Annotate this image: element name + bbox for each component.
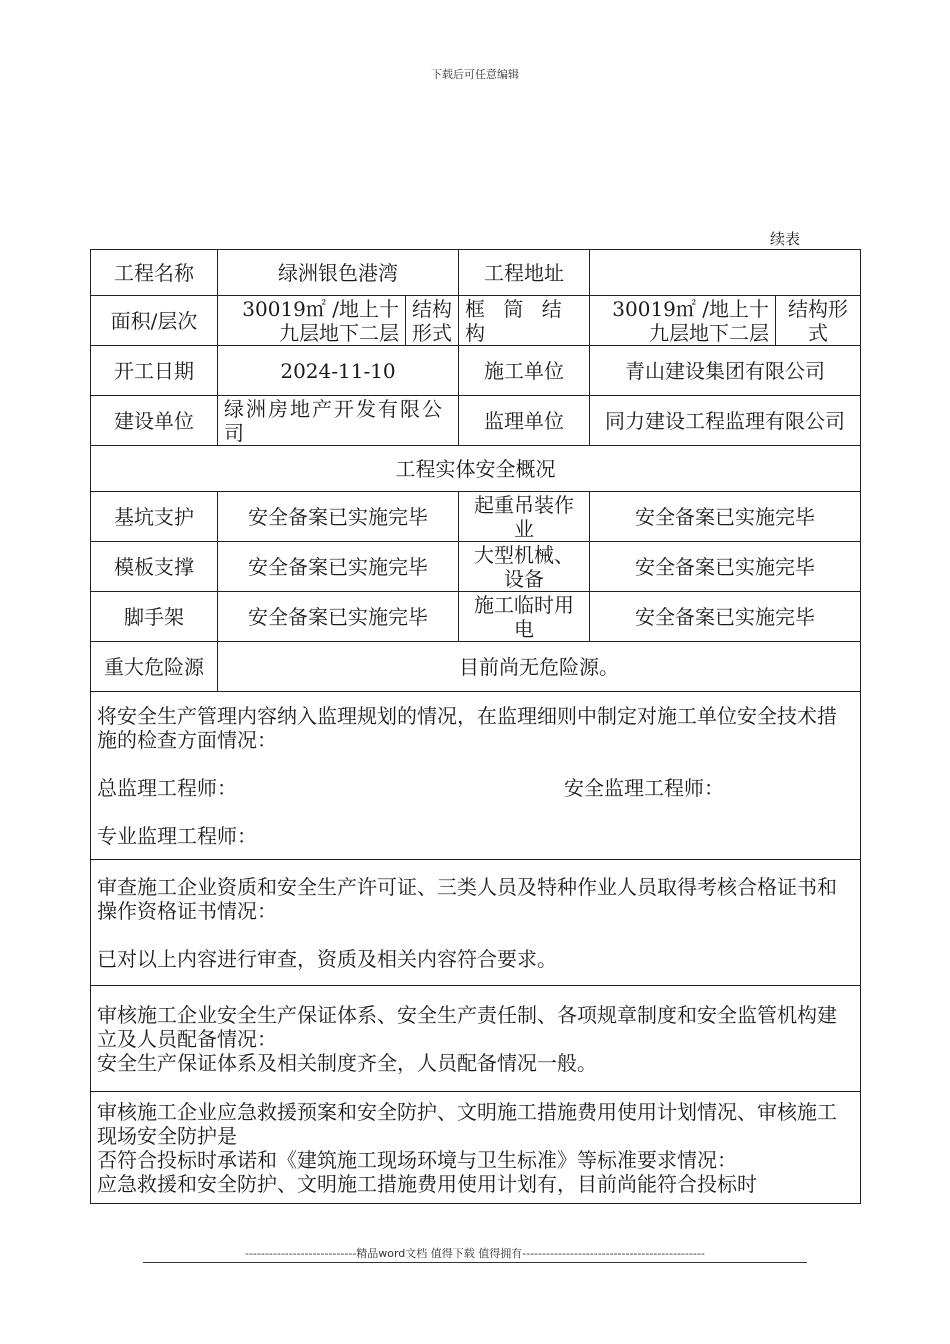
project-name-label: 工程名称: [91, 250, 218, 296]
safety-engineer-label: 安全监理工程师：: [564, 775, 724, 800]
system-result: 安全生产保证体系及相关制度齐全，人员配备情况一般。: [97, 1050, 597, 1075]
safety-row: [91, 542, 861, 592]
supervisor-label: 监理单位: [459, 396, 590, 446]
hazard-label: 重大危险源: [91, 642, 218, 692]
project-address: [590, 250, 861, 296]
emergency-text-2: 否符合投标时承诺和《建筑施工现场环境与卫生标准》等标准要求情况：: [97, 1147, 737, 1172]
safety-status: 安全备案已实施完毕: [590, 542, 861, 592]
structure-value: 框 筒 结构: [459, 296, 590, 346]
row-project: [91, 250, 861, 296]
safety-status: 安全备案已实施完毕: [590, 592, 861, 642]
safety-item: 大型机械、设备: [459, 542, 590, 592]
system-text: 审核施工企业安全生产保证体系、安全生产责任制、各项规章制度和安全监管机构建立及人员配备情况：: [97, 1002, 837, 1051]
emergency-text-1: 审核施工企业应急救援预案和安全防护、文明施工措施费用使用计划情况、审核施工现场安全防护是: [97, 1099, 837, 1148]
area-label: 面积/层次: [91, 296, 218, 346]
safety-row: [91, 592, 861, 642]
continued-label: 续表: [770, 230, 801, 248]
safety-status: 安全备案已实施完毕: [590, 492, 861, 542]
specialist-engineer-label: 专业监理工程师：: [97, 823, 257, 848]
chief-engineer-label: 总监理工程师：: [97, 775, 237, 800]
section-system: [91, 986, 861, 1092]
safety-item: 施工临时用电: [459, 592, 590, 642]
start-date: 2024-11-10: [218, 346, 459, 396]
safety-status: 安全备案已实施完毕: [218, 592, 459, 642]
row-hazard: [91, 642, 861, 692]
area-value: 30019㎡ /地上十九层地下二层: [218, 296, 406, 346]
row-start: [91, 346, 861, 396]
safety-status: 安全备案已实施完毕: [218, 492, 459, 542]
qualification-text: 审查施工企业资质和安全生产许可证、三类人员及特种作业人员取得考核合格证书和操作资格证书情况：: [97, 874, 837, 923]
owner-label: 建设单位: [91, 396, 218, 446]
project-name: 绿洲银色港湾: [218, 250, 459, 296]
contractor: 青山建设集团有限公司: [590, 346, 861, 396]
safety-title: 工程实体安全概况: [91, 446, 861, 492]
row-safety-title: [91, 446, 861, 492]
owner: 绿洲房地产开发有限公司: [218, 396, 459, 446]
supervisor: 同力建设工程监理有限公司: [590, 396, 861, 446]
structure-label-2: 结构形式: [776, 296, 861, 346]
emergency-result: 应急救援和安全防护、文明施工措施费用使用计划有，目前尚能符合投标时: [97, 1171, 757, 1196]
area-value-2: 30019㎡ /地上十九层地下二层: [590, 296, 776, 346]
section-emergency: [91, 1092, 861, 1204]
start-date-label: 开工日期: [91, 346, 218, 396]
footer-rule: [143, 1262, 807, 1263]
project-address-label: 工程地址: [459, 250, 590, 296]
section-plan: [91, 692, 861, 860]
inspection-table: [90, 249, 861, 1204]
safety-row: [91, 492, 861, 542]
safety-item: 基坑支护: [91, 492, 218, 542]
structure-label: 结构形式: [406, 296, 459, 346]
plan-text: 将安全生产管理内容纳入监理规划的情况，在监理细则中制定对施工单位安全技术措施的检查方面情况：: [97, 703, 837, 752]
safety-item: 模板支撑: [91, 542, 218, 592]
row-area: [91, 296, 861, 346]
section-qualification: [91, 860, 861, 986]
safety-item: 起重吊装作业: [459, 492, 590, 542]
qualification-result: 已对以上内容进行审查，资质及相关内容符合要求。: [97, 946, 557, 971]
row-owner: [91, 396, 861, 446]
contractor-label: 施工单位: [459, 346, 590, 396]
footer-text: ----------------------------精品word文档 值得下载 值得拥有----------------------------------------------: [245, 1247, 705, 1260]
header-note: 下载后可任意编辑: [431, 68, 519, 81]
safety-item: 脚手架: [91, 592, 218, 642]
hazard-value: 目前尚无危险源。: [218, 642, 861, 692]
safety-status: 安全备案已实施完毕: [218, 542, 459, 592]
